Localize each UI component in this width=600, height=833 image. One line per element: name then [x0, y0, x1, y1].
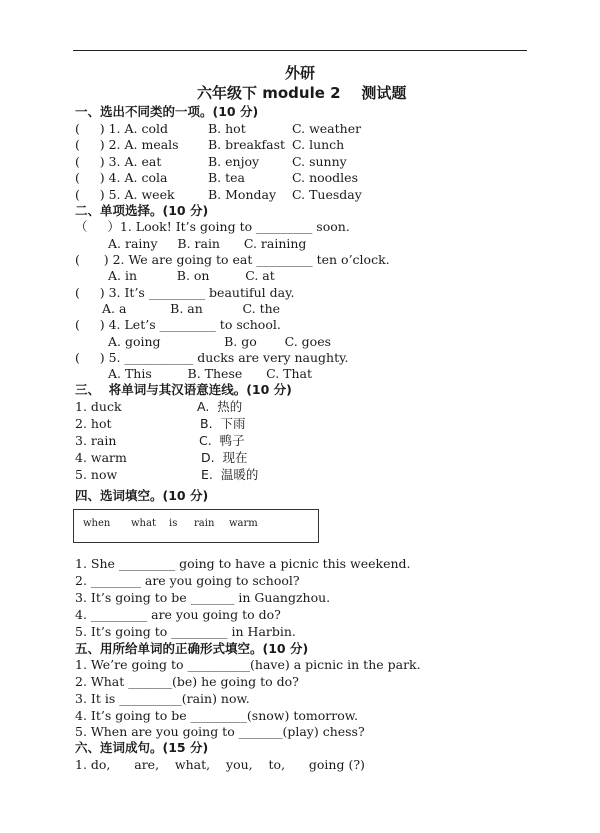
top-rule [73, 50, 527, 51]
s2-options-1: A. rainy B. rain C. raining [108, 236, 307, 251]
word-bank-word-5: warm [229, 518, 258, 529]
s4-item-5: 5. It’s going to _________ in Harbin. [75, 624, 296, 639]
word-bank-word-3: is [169, 518, 178, 529]
s3-word-4: 4. warm [75, 450, 127, 465]
section-1-heading: 一、选出不同类的一项。(10 分) [75, 104, 259, 119]
s6-item-1: 1. do, are, what, you, to, going (?) [75, 757, 365, 772]
s4-item-3: 3. It’s going to be _______ in Guangzhou. [75, 590, 331, 605]
s3-meaning-b: B. 下雨 [200, 416, 246, 431]
s2-options-5: A. This B. These C. That [108, 366, 313, 381]
page-title: 六年级下 module 2 测试题 [197, 84, 407, 102]
s2-question-5: ( ) 5. ___________ ducks are very naughty. [75, 350, 349, 365]
s2-options-3: A. a B. an C. the [102, 301, 281, 316]
s3-word-5: 5. now [75, 467, 118, 482]
s4-item-1: 1. She _________ going to have a picnic this weekend. [75, 556, 411, 571]
section-3-heading: 三、 将单词与其汉语意连线。(10 分) [75, 382, 292, 397]
s3-word-1: 1. duck [75, 399, 122, 414]
s3-word-3: 3. rain [75, 433, 117, 448]
s4-item-2: 2. ________ are you going to school? [75, 573, 300, 588]
s1-item-1-a: ( ) 1. A. cold [75, 121, 168, 136]
s1-item-3-a: ( ) 3. A. eat [75, 154, 162, 169]
s3-meaning-d: D. 现在 [201, 450, 248, 465]
word-bank-word-4: rain [194, 518, 215, 529]
word-bank-word-2: what [131, 518, 156, 529]
s2-question-1: （ ）1. Look! It’s going to _________ soon. [75, 219, 350, 234]
s1-item-5-a: ( ) 5. A. week [75, 187, 175, 202]
s3-meaning-a: A. 热的 [197, 399, 243, 414]
s5-item-5: 5. When are you going to _______(play) chess? [75, 724, 365, 739]
s4-item-4: 4. _________ are you going to do? [75, 607, 281, 622]
s3-meaning-e: E. 温暖的 [201, 467, 259, 482]
s1-item-3-b: B. enjoy [208, 154, 260, 169]
s1-item-4-a: ( ) 4. A. cola [75, 170, 168, 185]
s1-item-5-c: C. Tuesday [292, 187, 362, 202]
s2-question-3: ( ) 3. It’s _________ beautiful day. [75, 285, 295, 300]
s1-item-1-c: C. weather [292, 121, 362, 136]
s2-options-4: A. going B. go C. goes [108, 334, 332, 349]
s5-item-2: 2. What _______(be) he going to do? [75, 674, 299, 689]
s1-item-5-b: B. Monday [208, 187, 277, 202]
s3-word-2: 2. hot [75, 416, 112, 431]
s1-item-2-c: C. lunch [292, 137, 345, 152]
s1-item-4-c: C. noodles [292, 170, 358, 185]
s3-meaning-c: C. 鸭子 [199, 433, 245, 448]
word-bank-word-1: when [83, 518, 111, 529]
section-5-heading: 五、用所给单词的正确形式填空。(10 分) [75, 641, 309, 656]
word-bank-box [73, 509, 319, 543]
s5-item-3: 3. It is __________(rain) now. [75, 691, 250, 706]
s1-item-2-b: B. breakfast [208, 137, 286, 152]
section-6-heading: 六、连词成句。(15 分) [75, 740, 209, 755]
s5-item-4: 4. It’s going to be _________(snow) tomorrow. [75, 708, 358, 723]
s1-item-3-c: C. sunny [292, 154, 347, 169]
section-4-heading: 四、选词填空。(10 分) [75, 488, 209, 503]
s1-item-2-a: ( ) 2. A. meals [75, 137, 179, 152]
s1-item-1-b: B. hot [208, 121, 246, 136]
s5-item-1: 1. We’re going to __________(have) a picnic in the park. [75, 657, 421, 672]
s2-options-2: A. in B. on C. at [108, 268, 275, 283]
publisher-title: 外研 [285, 64, 316, 82]
s2-question-4: ( ) 4. Let’s _________ to school. [75, 317, 281, 332]
s2-question-2: ( ) 2. We are going to eat _________ ten o’clock. [75, 252, 390, 267]
s1-item-4-b: B. tea [208, 170, 246, 185]
section-2-heading: 二、单项选择。(10 分) [75, 203, 209, 218]
